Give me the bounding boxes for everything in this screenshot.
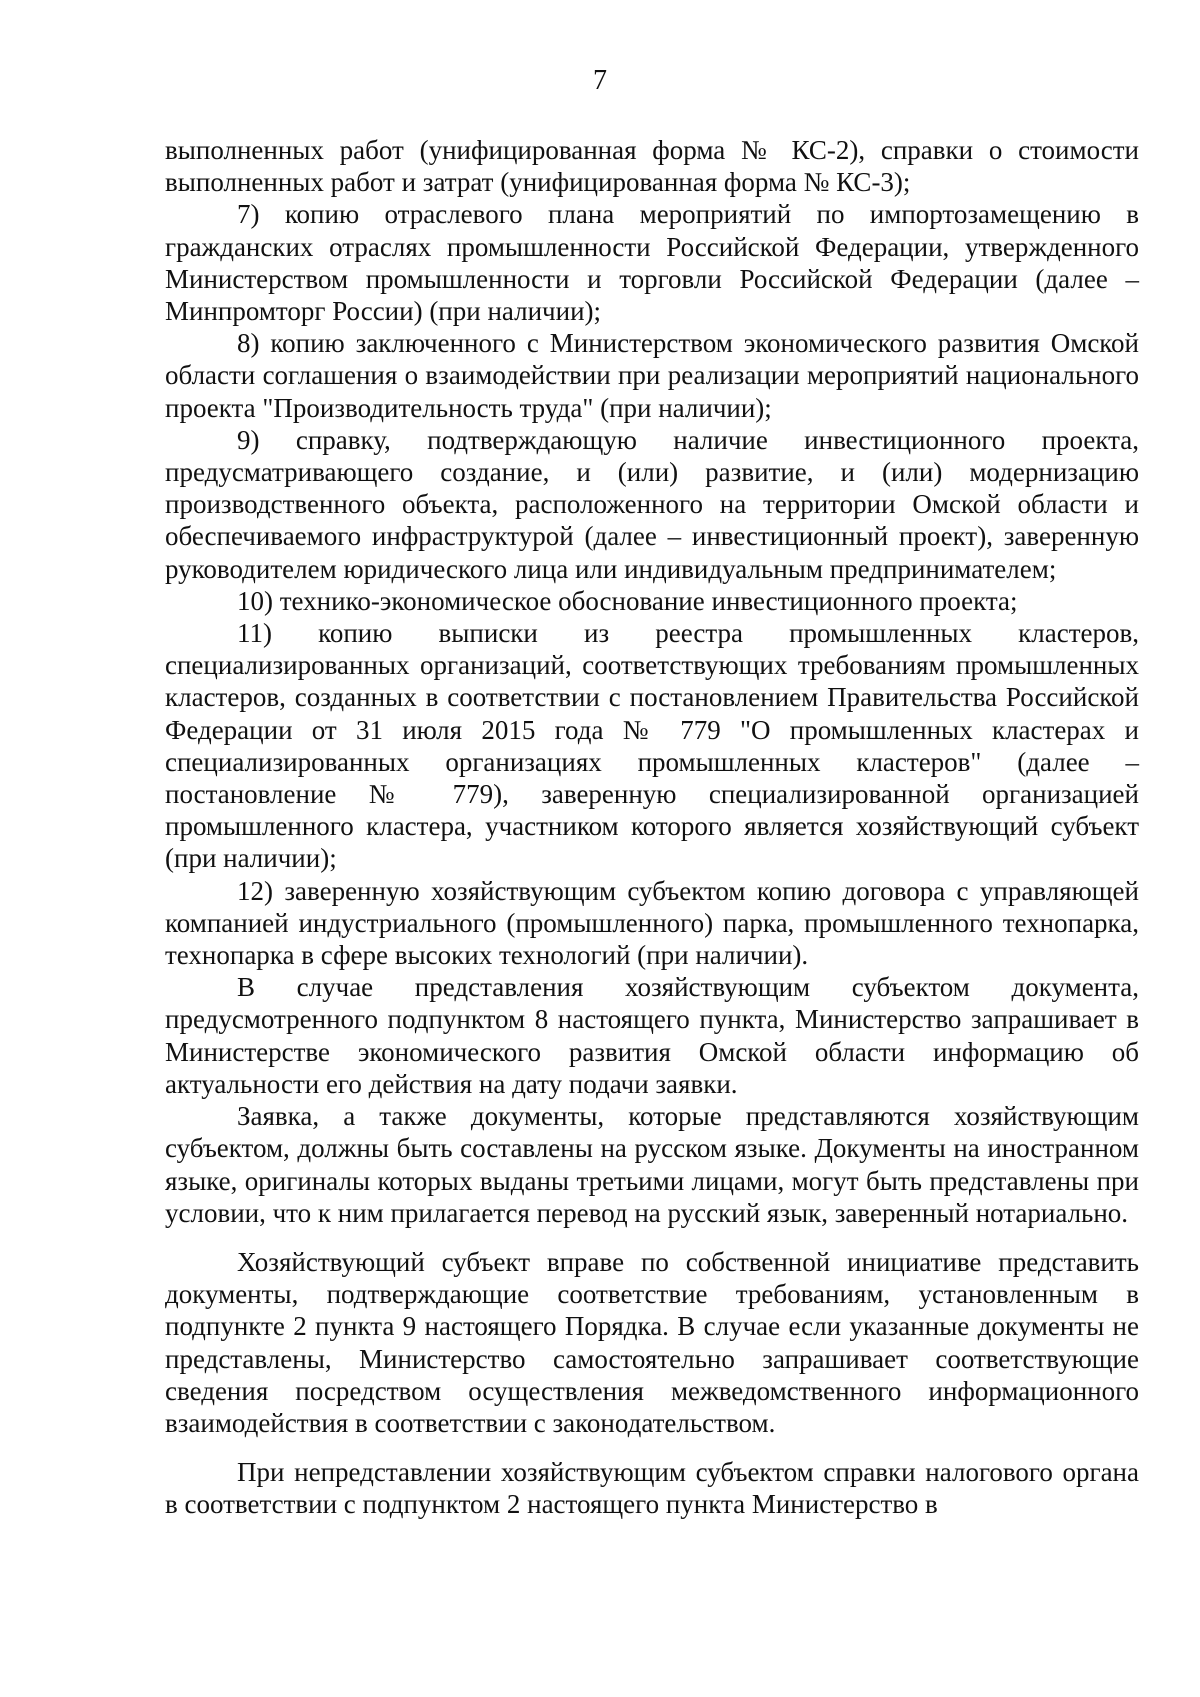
list-item-7: 7) копию отраслевого плана мероприятий по импортозамещению в гражданских отраслях промышленности Российской Федерации, утвержденного Министерством промышленности и торговли Российской Федерации (далее – Минпромторг России) (при наличии); xyxy=(165,199,1139,327)
paragraph-tax-certificate: При непредставлении хозяйствующим субъектом справки налогового органа в соответствии с подпунктом 2 настоящего пункта Министерство в xyxy=(165,1457,1139,1520)
page-number: 7 xyxy=(593,65,607,96)
list-item-11: 11) копию выписки из реестра промышленных кластеров, специализированных организаций, соответствующих требованиям промышленных кластеров, созданных в соответствии с постановлением Правительства Российской Федерации от 31 июля 2015 года № 779 "О промышленных кластерах и специализированных организациях промышленных кластеров" (далее – постановление № 779), заверенную специализированной организацией промышленного кластера, участником которого является хозяйствующий субъект (при наличии); xyxy=(165,618,1139,874)
paragraph-initiative: Хозяйствующий субъект вправе по собственной инициативе представить документы, подтверждающие соответствие требованиям, установленным в подпункте 2 пункта 9 настоящего Порядка. В случае если указанные документы не представлены, Министерство самостоятельно запрашивает соответствующие сведения посредством осуществления межведомственного информационного взаимодействия в соответствии с законодательством. xyxy=(165,1246,1139,1438)
list-item-12: 12) заверенную хозяйствующим субъектом копию договора с управляющей компанией индустриального (промышленного) парка, промышленного технопарка, технопарка в сфере высоких технологий (при наличии). xyxy=(165,875,1139,971)
paragraph-language: Заявка, а также документы, которые представляются хозяйствующим субъектом, должны быть составлены на русском языке. Документы на иностранном языке, оригиналы которых выданы третьими лицами, могут быть представлены при условии, что к ним прилагается перевод на русский язык, заверенный нотариально. xyxy=(165,1101,1139,1228)
list-item-10: 10) технико-экономическое обоснование инвестиционного проекта; xyxy=(237,585,1018,616)
document-body xyxy=(165,134,1139,1521)
paragraph-continuation: выполненных работ (унифицированная форма № КС-2), справки о стоимости выполненных работ и затрат (унифицированная форма № КС-3); xyxy=(165,135,1139,198)
list-item-9: 9) справку, подтверждающую наличие инвестиционного проекта, предусматривающего создание, и (или) развитие, и (или) модернизацию производственного объекта, расположенного на территории Омской области и обеспечиваемого инфраструктурой (далее – инвестиционный проект), заверенную руководителем юридического лица или индивидуальным предпринимателем; xyxy=(165,424,1139,584)
list-item-8: 8) копию заключенного с Министерством экономического развития Омской области соглашения о взаимодействии при реализации мероприятий национального проекта "Производительность труда" (при наличии); xyxy=(165,328,1139,423)
paragraph-case-document: В случае представления хозяйствующим субъектом документа, предусмотренного подпунктом 8 настоящего пункта, Министерство запрашивает в Министерстве экономического развития Омской области информацию об актуальности его действия на дату подачи заявки. xyxy=(165,972,1139,1099)
